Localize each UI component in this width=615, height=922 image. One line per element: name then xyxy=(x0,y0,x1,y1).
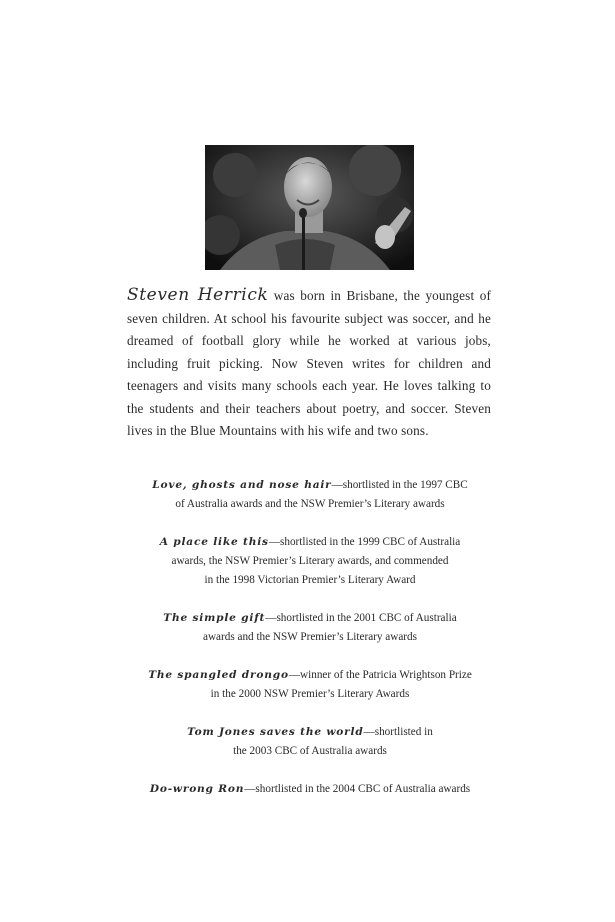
awards-list xyxy=(120,476,500,818)
award-title: A place like this xyxy=(159,536,269,548)
award-text: —shortlisted in xyxy=(363,726,433,738)
author-bio-text: was born in Brisbane, the youngest of seven children. At school his favourite subject was soccer, and he dreamed of football glory while he worked at various jobs, including fruit picking. Now Steven writes for children and teenagers and visits many schools each year. He loves talking to the students and their teachers about poetry, and soccer. Steven lives in the Blue Mountains with his wife and two sons. xyxy=(127,288,491,438)
award-text: —shortlisted in the 1999 CBC of Australia xyxy=(268,536,461,548)
award-text: in the 2000 NSW Premier’s Literary Awards xyxy=(210,688,410,700)
award-item xyxy=(120,666,500,704)
award-item xyxy=(120,533,500,590)
award-item xyxy=(120,476,500,514)
award-text: awards and the NSW Premier’s Literary awards xyxy=(203,631,417,643)
award-item xyxy=(120,780,500,799)
award-text: —shortlisted in the 1997 CBC xyxy=(331,479,468,491)
award-title: Love, ghosts and nose hair xyxy=(152,479,332,491)
award-title: Tom Jones saves the world xyxy=(187,726,364,738)
award-title: The spangled drongo xyxy=(148,669,289,681)
award-item xyxy=(120,609,500,647)
award-title: The simple gift xyxy=(163,612,266,624)
author-photo xyxy=(205,145,414,270)
award-text: —shortlisted in the 2004 CBC of Australia awards xyxy=(244,783,471,795)
award-text: —winner of the Patricia Wrightson Prize xyxy=(288,669,472,681)
award-text: —shortlisted in the 2001 CBC of Australia xyxy=(265,612,457,624)
award-text: in the 1998 Victorian Premier’s Literary Award xyxy=(204,574,416,586)
award-text: awards, the NSW Premier’s Literary awards, and commended xyxy=(171,555,449,567)
author-bio xyxy=(127,284,491,443)
award-title: Do-wrong Ron xyxy=(149,783,245,795)
award-item xyxy=(120,723,500,761)
author-name: Steven Herrick xyxy=(127,285,269,305)
award-text: the 2003 CBC of Australia awards xyxy=(233,745,387,757)
award-text: of Australia awards and the NSW Premier’s Literary awards xyxy=(175,498,445,510)
